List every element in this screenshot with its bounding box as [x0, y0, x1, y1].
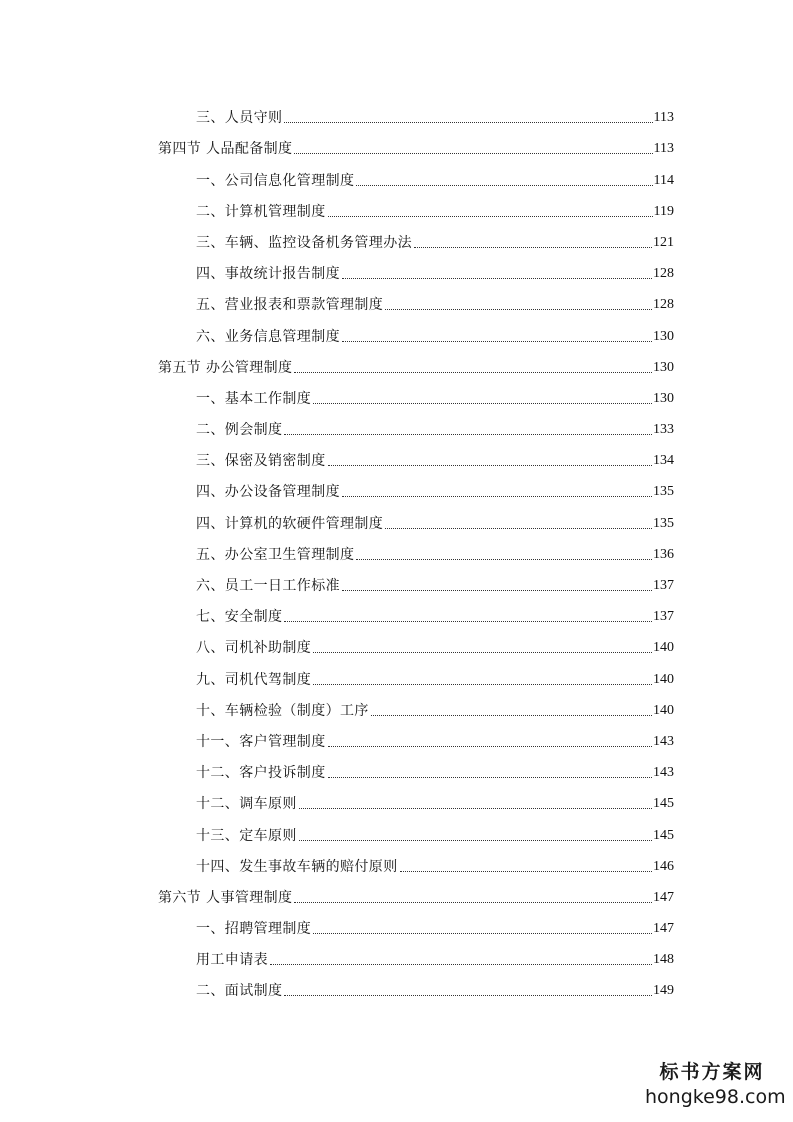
- toc-page-number: 148: [653, 952, 674, 968]
- toc-page-number: 119: [653, 203, 674, 219]
- toc-page-number: 128: [653, 297, 674, 313]
- table-of-contents: [0, 96, 793, 1000]
- toc-page-number: 137: [653, 609, 674, 625]
- toc-entry-title: 十四、发生事故车辆的赔付原则: [196, 858, 398, 875]
- toc-page-number: 143: [653, 765, 674, 781]
- watermark-name: 标书方案网: [659, 1061, 765, 1083]
- toc-entry-title: 八、司机补助制度: [196, 640, 312, 657]
- toc-leader-dots: [284, 995, 652, 996]
- toc-entry[interactable]: [0, 501, 793, 532]
- toc-entry[interactable]: [0, 626, 793, 657]
- toc-page-number: 130: [653, 359, 674, 375]
- toc-entry[interactable]: [0, 813, 793, 844]
- toc-section[interactable]: [0, 876, 793, 907]
- toc-entry-title: 十二、客户投诉制度: [196, 765, 326, 782]
- toc-page-number: 137: [653, 578, 674, 593]
- toc-leader-dots: [284, 434, 652, 435]
- toc-page-number: 133: [653, 422, 674, 438]
- toc-leader-dots: [385, 309, 652, 310]
- toc-leader-dots: [342, 278, 652, 279]
- toc-page-number: 135: [653, 484, 674, 500]
- toc-entry[interactable]: [0, 720, 793, 751]
- toc-entry-title: 四、事故统计报告制度: [196, 266, 340, 283]
- toc-section[interactable]: [0, 127, 793, 158]
- toc-leader-dots: [342, 341, 652, 342]
- toc-page-number: 121: [653, 234, 674, 250]
- toc-leader-dots: [299, 840, 652, 841]
- toc-entry-title: 四、办公设备管理制度: [196, 484, 340, 501]
- toc-leader-dots: [356, 559, 652, 560]
- toc-entry[interactable]: [0, 689, 793, 720]
- toc-entry-title: 十一、客户管理制度: [196, 733, 326, 750]
- toc-page-number: 143: [653, 733, 674, 749]
- toc-page-number: 145: [653, 796, 674, 812]
- toc-leader-dots: [313, 684, 652, 685]
- toc-entry[interactable]: [0, 96, 793, 127]
- toc-entry-title: 六、员工一日工作标准: [196, 578, 340, 594]
- toc-entry[interactable]: [0, 969, 793, 1000]
- toc-entry-title: 三、保密及销密制度: [196, 453, 326, 470]
- toc-entry[interactable]: [0, 564, 793, 595]
- toc-page-number: 140: [653, 640, 674, 656]
- toc-leader-dots: [284, 122, 652, 123]
- toc-entry[interactable]: [0, 595, 793, 626]
- toc-page-number: 128: [653, 266, 674, 282]
- toc-entry[interactable]: [0, 907, 793, 938]
- toc-leader-dots: [294, 153, 652, 154]
- toc-entry[interactable]: [0, 845, 793, 876]
- toc-entry[interactable]: [0, 283, 793, 314]
- toc-entry-title: 一、基本工作制度: [196, 390, 312, 407]
- toc-entry[interactable]: [0, 252, 793, 283]
- toc-page-number: 114: [653, 172, 674, 188]
- toc-page-number: 140: [653, 671, 674, 687]
- toc-leader-dots: [342, 496, 652, 497]
- toc-leader-dots: [414, 247, 652, 248]
- toc-leader-dots: [328, 465, 652, 466]
- toc-entry[interactable]: [0, 408, 793, 439]
- toc-page-number: 146: [653, 858, 674, 874]
- toc-entry-title: 三、人员守则: [196, 110, 283, 127]
- toc-entry[interactable]: [0, 377, 793, 408]
- toc-section[interactable]: [0, 346, 793, 377]
- toc-entry[interactable]: [0, 782, 793, 813]
- toc-leader-dots: [313, 933, 652, 934]
- watermark-url: hongke98.com: [645, 1086, 786, 1108]
- watermark: [645, 1057, 786, 1108]
- toc-page-number: 113: [653, 141, 674, 157]
- toc-entry-title: 第四节 人品配备制度: [158, 141, 293, 158]
- toc-page-number: 147: [653, 921, 674, 937]
- toc-entry-title: 六、业务信息管理制度: [196, 328, 340, 345]
- toc-leader-dots: [313, 652, 652, 653]
- toc-entry-title: 十、车辆检验（制度）工序: [196, 702, 369, 719]
- toc-page-number: 147: [653, 889, 674, 905]
- toc-leader-dots: [313, 403, 652, 404]
- toc-leader-dots: [400, 871, 652, 872]
- toc-entry-title: 一、招聘管理制度: [196, 921, 312, 938]
- toc-page-number: 130: [653, 328, 674, 344]
- toc-leader-dots: [299, 808, 652, 809]
- toc-leader-dots: [328, 746, 652, 747]
- toc-leader-dots: [328, 216, 653, 217]
- toc-page-number: 145: [653, 827, 674, 843]
- toc-entry-title: 二、例会制度: [196, 422, 283, 439]
- toc-leader-dots: [294, 372, 652, 373]
- toc-page-number: 140: [653, 702, 674, 718]
- toc-entry-title: 十二、调车原则: [196, 796, 297, 813]
- toc-leader-dots: [284, 621, 652, 622]
- toc-entry[interactable]: [0, 158, 793, 189]
- toc-entry[interactable]: [0, 751, 793, 782]
- toc-entry-title: 四、计算机的软硬件管理制度: [196, 515, 384, 532]
- toc-leader-dots: [342, 590, 652, 591]
- toc-page-number: 136: [653, 546, 674, 562]
- toc-leader-dots: [328, 777, 652, 778]
- toc-entry-title: 九、司机代驾制度: [196, 671, 312, 688]
- toc-entry-title: 用工申请表: [196, 952, 268, 969]
- toc-leader-dots: [356, 185, 652, 186]
- toc-entry[interactable]: [0, 533, 793, 564]
- toc-page-number: 134: [653, 453, 674, 469]
- toc-entry[interactable]: [0, 938, 793, 969]
- toc-entry[interactable]: [0, 657, 793, 688]
- toc-entry-title: 第五节 办公管理制度: [158, 359, 293, 376]
- toc-entry-title: 二、面试制度: [196, 983, 283, 1000]
- toc-entry[interactable]: [0, 314, 793, 345]
- toc-entry-title: 十三、定车原则: [196, 827, 297, 844]
- toc-entry[interactable]: [0, 190, 793, 221]
- toc-entry-title: 五、办公室卫生管理制度: [196, 546, 355, 563]
- toc-entry-title: 五、营业报表和票款管理制度: [196, 297, 384, 314]
- toc-entry-title: 七、安全制度: [196, 609, 283, 626]
- toc-page-number: 135: [653, 515, 674, 531]
- toc-entry[interactable]: [0, 221, 793, 252]
- toc-entry-title: 二、计算机管理制度: [196, 203, 326, 220]
- toc-entry[interactable]: [0, 439, 793, 470]
- toc-page-number: 130: [653, 390, 674, 406]
- toc-page-number: 149: [653, 983, 674, 999]
- toc-leader-dots: [294, 902, 652, 903]
- toc-leader-dots: [270, 964, 652, 965]
- toc-leader-dots: [385, 528, 652, 529]
- toc-entry-title: 第六节 人事管理制度: [158, 889, 293, 906]
- toc-entry-title: 一、公司信息化管理制度: [196, 172, 355, 189]
- toc-entry-title: 三、车辆、监控设备机务管理办法: [196, 234, 412, 251]
- toc-page-number: 113: [653, 110, 674, 126]
- toc-entry[interactable]: [0, 470, 793, 501]
- toc-leader-dots: [371, 715, 652, 716]
